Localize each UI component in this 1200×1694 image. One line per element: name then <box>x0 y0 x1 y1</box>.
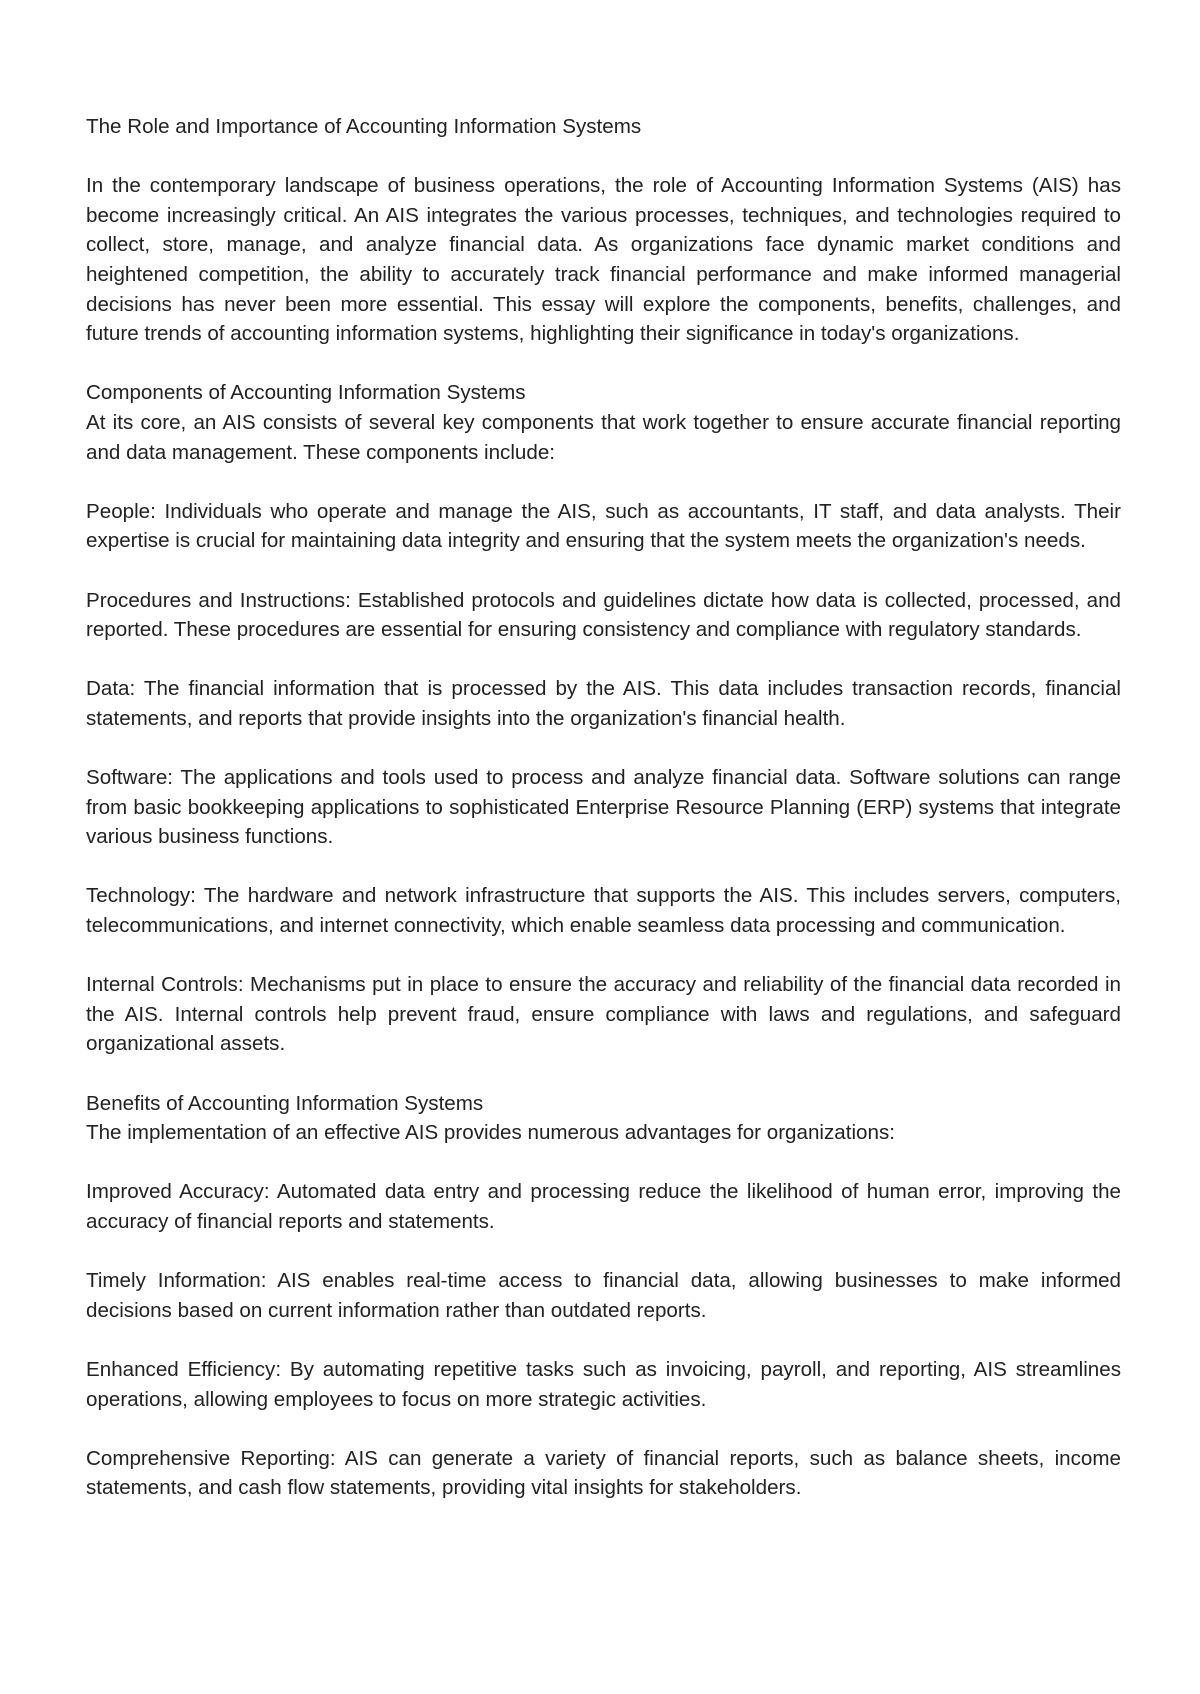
document-page <box>86 112 1121 1503</box>
benefit-item-reporting: Comprehensive Reporting: AIS can generate a variety of financial reports, such as balance sheets, income statements, and cash flow statements, providing vital insights for stakeholders. <box>86 1446 1121 1500</box>
spacer <box>86 852 1121 882</box>
benefit-item-timely-information: Timely Information: AIS enables real-time access to financial data, allowing businesses to make informed decisions based on current information rather than outdated reports. <box>86 1269 1121 1322</box>
benefits-heading: Benefits of Accounting Information Systems <box>86 1091 484 1115</box>
component-item-software: Software: The applications and tools used to process and analyze financial data. Software solutions can range from basic bookkeeping applications to sophisticated Enterprise Resource Planning (ERP) systems that integrate various business functions. <box>86 766 1121 849</box>
component-item-internal-controls: Internal Controls: Mechanisms put in place to ensure the accuracy and reliability of the financial data recorded in the AIS. Internal controls help prevent fraud, ensure compliance with laws and regulations, and safeguard organizational assets. <box>86 973 1121 1056</box>
spacer <box>86 733 1121 763</box>
spacer <box>86 645 1121 675</box>
components-heading: Components of Accounting Information Systems <box>86 381 526 405</box>
spacer <box>86 556 1121 586</box>
benefit-item-efficiency: Enhanced Efficiency: By automating repetitive tasks such as invoicing, payroll, and reporting, AIS streamlines operations, allowing employees to focus on more strategic activities. <box>86 1357 1121 1411</box>
spacer <box>86 1237 1121 1267</box>
spacer <box>86 1148 1121 1178</box>
component-item-people: People: Individuals who operate and manage the AIS, such as accountants, IT staff, and data analysts. Their expertise is crucial for maintaining data integrity and ensuring that the system meets the organization's needs. <box>86 499 1121 553</box>
document-title: The Role and Importance of Accounting Information Systems <box>86 115 642 138</box>
benefit-item-accuracy: Improved Accuracy: Automated data entry and processing reduce the likelihood of human error, improving the accuracy of financial reports and statements. <box>86 1180 1121 1233</box>
intro-paragraph: In the contemporary landscape of business operations, the role of Accounting Information Systems (AIS) has become increasingly critical. An AIS integrates the various processes, techniques, and technologies required to collect, store, manage, and analyze financial data. As organizations face dynamic market conditions and heightened competition, the ability to accurately track financial performance and make informed managerial decisions has never been more essential. This essay will explore the components, benefits, challenges, and future trends of accounting information systems, highlighting their significance in today's organizations. <box>86 174 1121 346</box>
spacer <box>86 1414 1121 1444</box>
component-item-data: Data: The financial information that is processed by the AIS. This data includes transaction records, financial statements, and reports that provide insights into the organization's financial health. <box>86 677 1121 730</box>
spacer <box>86 142 1121 172</box>
benefits-lead: The implementation of an effective AIS provides numerous advantages for organizations: <box>86 1121 895 1145</box>
spacer <box>86 941 1121 971</box>
component-item-technology: Technology: The hardware and network infrastructure that supports the AIS. This includes servers, computers, telecommunications, and internet connectivity, which enable seamless data processing and communication. <box>86 884 1121 938</box>
spacer <box>86 467 1121 497</box>
spacer <box>86 349 1121 379</box>
spacer <box>86 1325 1121 1355</box>
spacer <box>86 1059 1121 1089</box>
components-lead: At its core, an AIS consists of several key components that work together to ensure accurate financial reporting and data management. These components include: <box>86 410 1121 464</box>
component-item-procedures: Procedures and Instructions: Established protocols and guidelines dictate how data is collected, processed, and reported. These procedures are essential for ensuring consistency and compliance with regulatory standards. <box>86 588 1121 642</box>
